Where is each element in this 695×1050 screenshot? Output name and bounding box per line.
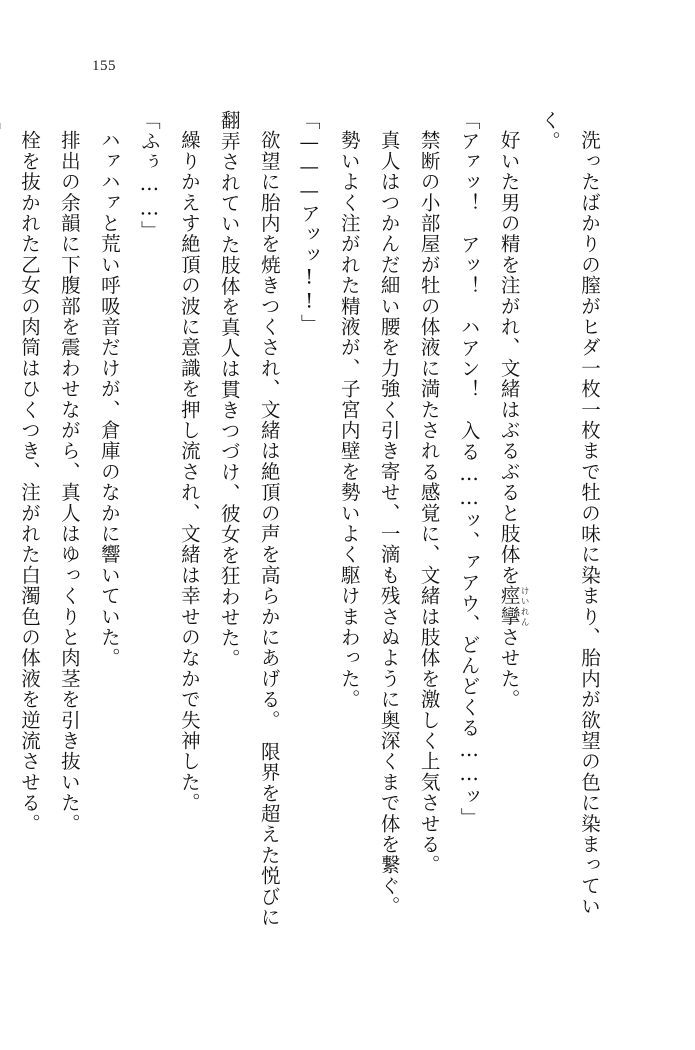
paragraph: 「———アッッ!!」: [297, 110, 321, 335]
paragraph: 「アァッ！ アッ！ ハアン！ 入る……ッ、ァアウ、どんどくる……ッ」: [457, 110, 481, 828]
paragraph: 繰りかえす絶頂の波に意識を押し流され、文緒は幸せのなかで失神した。: [177, 129, 201, 813]
paragraph: 好いた男の精を注がれ、文緒はぶるぶると肢体を痙攣けいれんさせた。: [497, 129, 530, 710]
paragraph: 栓を抜かれた乙女の肉筒はひくつき、注がれた白濁色の体液を逆流させる。: [17, 129, 41, 834]
paragraph: 「ふぅ……」: [137, 110, 161, 242]
paragraph: 真人はつかんだ細い腰を力強く引き寄せ、一滴も残さぬように奥深くまで体を繋ぐ。: [377, 129, 401, 917]
paragraph: 欲望に胎内を焼きつくされ、文緒は絶頂の声を高らかにあげる。 限界を超えた悦びに翻弄されていた肢体を真人は貫きつづけ、彼女を狂わせた。: [217, 110, 281, 928]
page-body-text: [17, 110, 609, 940]
paragraph: 洗ったばかりの膣がヒダ一枚一枚まで牡の味に染まり、胎内が欲望の色に染まっていく。: [538, 110, 601, 917]
paragraph: 排出の余韻に下腹部を震わせながら、真人はゆっくりと肉茎を引き抜いた。: [57, 129, 81, 834]
paragraph: ハァハァと荒い呼吸音だけが、倉庫のなかに響いていた。: [97, 129, 121, 668]
paragraph: 禁断の小部屋が牡の体液に満たされる感覚に、文緒は肢体を激しく上気させる。: [417, 129, 441, 875]
page-number: 155: [92, 58, 116, 74]
paragraph: [0, 110, 9, 940]
paragraph: 勢いよく注がれた精液が、子宮内壁を勢いよく駆けまわった。: [337, 129, 361, 710]
